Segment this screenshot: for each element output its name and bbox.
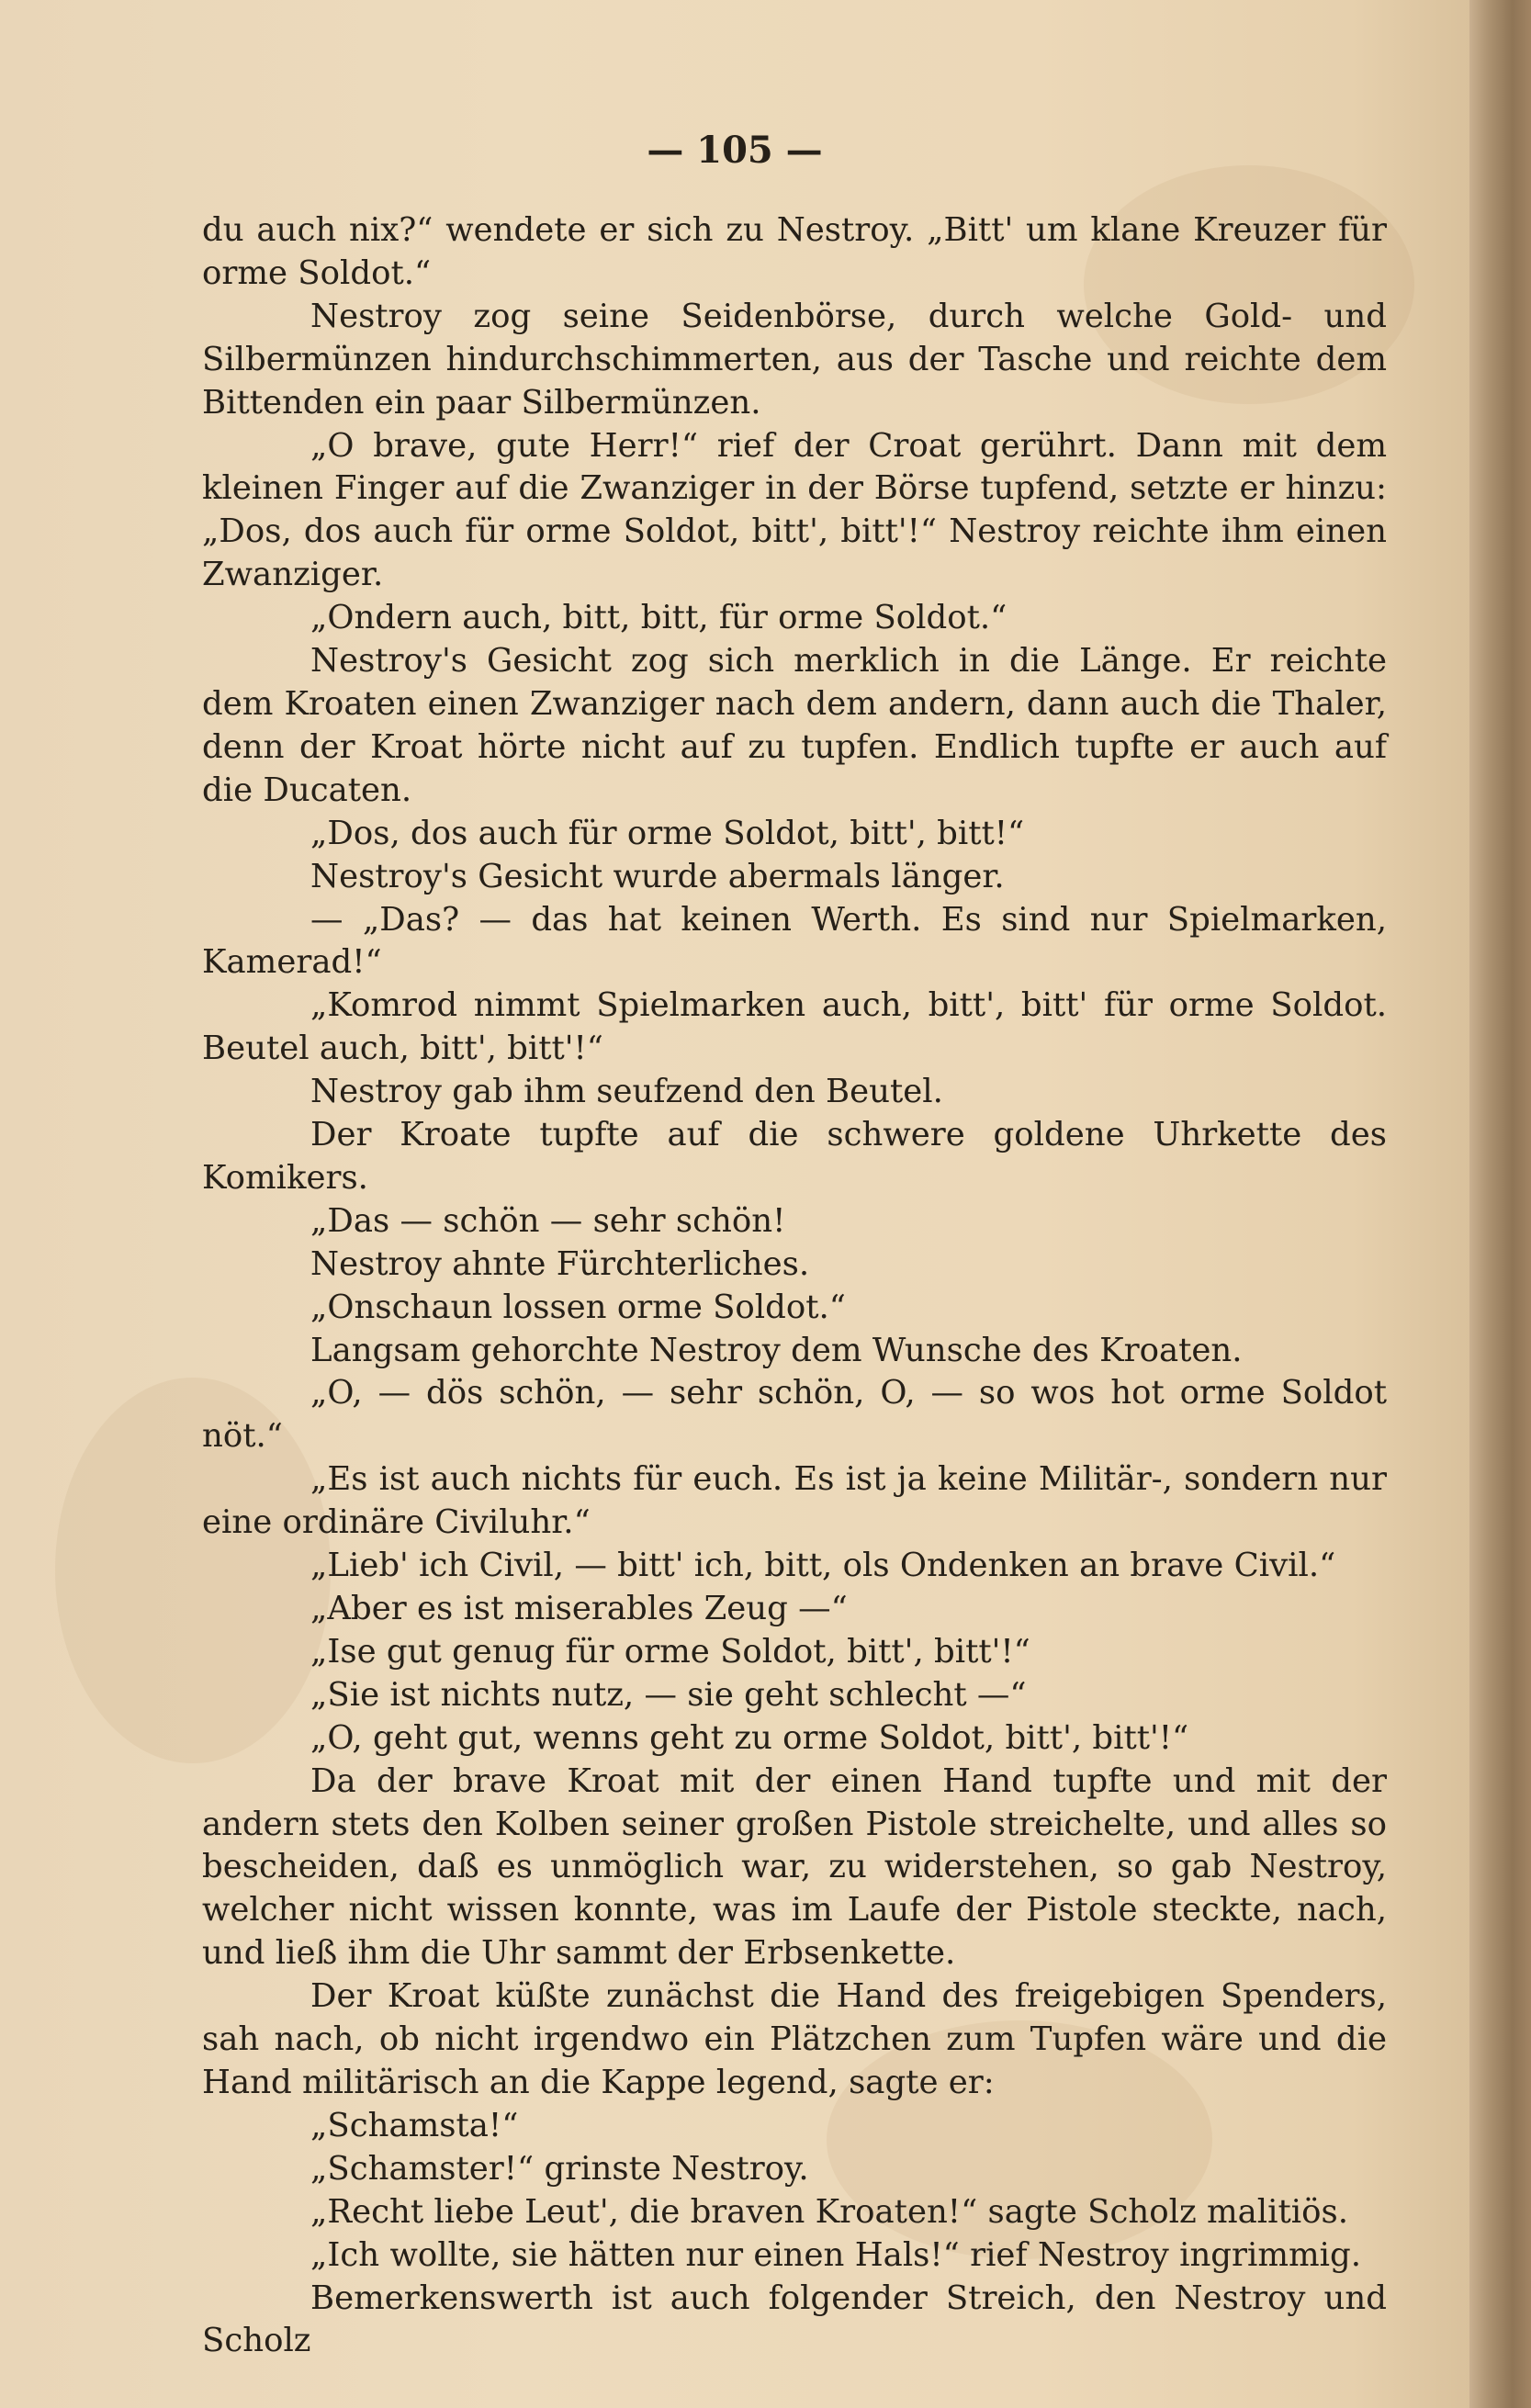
paragraph: Der Kroate tupfte auf die schwere goldene Uhrkette des Komikers. (202, 1116, 1387, 1197)
paragraph: „Aber es ist miserables Zeug —“ (310, 1590, 848, 1627)
paragraph: „Dos, dos auch für orme Soldot, bitt', bitt!“ (310, 814, 1025, 852)
paragraph: „Es ist auch nichts für euch. Es ist ja keine Militär-, sondern nur eine ordinäre Civiluhr.“ (202, 1460, 1387, 1542)
paragraph: „O brave, gute Herr!“ rief der Croat gerührt. Dann mit dem kleinen Finger auf die Zwanziger in der Börse tupfend, setzte er hinzu: „Dos, dos auch für orme Soldot, bitt', bitt'!“ Nestroy reichte ihm einen Zwanziger. (202, 426, 1387, 594)
paragraph: „Ondern auch, bitt, bitt, für orme Soldot.“ (310, 599, 1008, 637)
book-gutter-edge (1469, 0, 1531, 2408)
paragraph: Nestroy ahnte Fürchterliches. (310, 1244, 810, 1283)
paragraph: du auch nix?“ wendete er sich zu Nestroy. „Bitt' um klane Kreuzer für orme Soldot.“ (202, 211, 1387, 292)
paragraph: Der Kroat küßte zunächst die Hand des freigebigen Spenders, sah nach, ob nicht irgendwo ein Plätzchen zum Tupfen wäre und die Hand militärisch an die Kappe legend, sagte er: (202, 1977, 1387, 2101)
body-text (202, 209, 1387, 2363)
paragraph: „O, — dös schön, — sehr schön, O, — so wos hot orme Soldot nöt.“ (202, 1374, 1387, 1456)
paragraph: Nestroy's Gesicht zog sich merklich in die Länge. Er reichte dem Kroaten einen Zwanziger nach dem andern, dann auch die Thaler, denn der Kroat hörte nicht auf zu tupfen. Endlich tupfte er auch auf die Ducaten. (202, 642, 1387, 809)
paragraph: „Recht liebe Leut', die braven Kroaten!“ sagte Scholz malitiös. (310, 2192, 1348, 2231)
paragraph: „Lieb' ich Civil, — bitt' ich, bitt, ols Ondenken an brave Civil.“ (310, 1547, 1336, 1585)
paragraph: „O, geht gut, wenns geht zu orme Soldot, bitt', bitt'!“ (310, 1718, 1189, 1757)
page-number: — 105 — (647, 129, 823, 172)
paragraph: „Schamsta!“ (310, 2106, 519, 2144)
paragraph: Nestroy gab ihm seufzend den Beutel. (310, 1073, 943, 1111)
paragraph: „Schamster!“ grinste Nestroy. (310, 2149, 809, 2188)
paragraph: „Ise gut genug für orme Soldot, bitt', bitt'!“ (310, 1632, 1030, 1671)
paragraph: — „Das? — das hat keinen Werth. Es sind nur Spielmarken, Kamerad!“ (202, 900, 1387, 982)
paragraph: „Onschaun lossen orme Soldot.“ (310, 1288, 846, 1326)
paragraph: Da der brave Kroat mit der einen Hand tupfte und mit der andern stets den Kolben seiner großen Pistole streichelte, und alles so bescheiden, daß es unmöglich war, zu widerstehen, so gab Nestroy, welcher nicht wissen konnte, was im Laufe der Pistole steckte, nach, und ließ ihm die Uhr sammt der Erbsenkette. (202, 1761, 1387, 1973)
paragraph: Nestroy's Gesicht wurde abermals länger. (310, 857, 1005, 895)
paragraph: „Sie ist nichts nutz, — sie geht schlecht —“ (310, 1675, 1027, 1714)
paragraph: „Das — schön — sehr schön! (310, 1201, 786, 1240)
paragraph: Nestroy zog seine Seidenbörse, durch welche Gold- und Silbermünzen hindurchschimmerten, aus der Tasche und reichte dem Bittenden ein paar Silbermünzen. (202, 297, 1387, 422)
paragraph: Bemerkenswerth ist auch folgender Streich, den Nestroy und Scholz (202, 2279, 1387, 2360)
paragraph: Langsam gehorchte Nestroy dem Wunsche des Kroaten. (310, 1331, 1243, 1369)
paragraph: „Komrod nimmt Spielmarken auch, bitt', bitt' für orme Soldot. Beutel auch, bitt', bitt'!“ (202, 986, 1387, 1068)
paragraph: „Ich wollte, sie hätten nur einen Hals!“ rief Nestroy ingrimmig. (310, 2235, 1362, 2274)
